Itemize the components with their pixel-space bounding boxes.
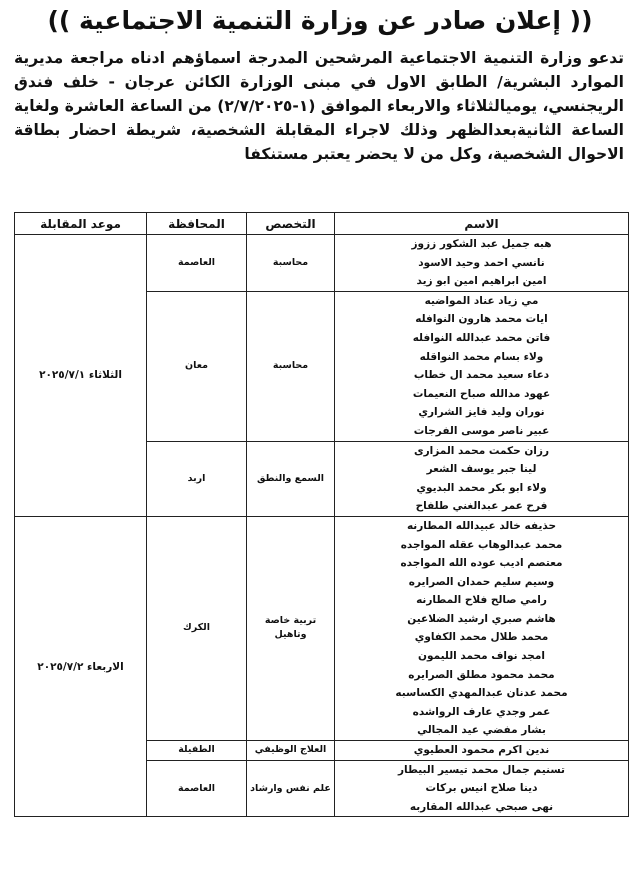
candidate-name: ندين اكرم محمود العطيوي	[413, 744, 550, 757]
names-cell	[335, 291, 629, 441]
names-cell	[335, 235, 629, 292]
announcement-body: تدعو وزارة التنمية الاجتماعية المرشحين المدرجة اسماؤهم ادناه مراجعة مديرية الموارد البشرية/ الطابق الاول في مبنى الوزارة الكائن عرجان - خلف فندق الريجنسي، يوميالثلاثاء والاربعاء الموافق (١-٢/٧/٢٠٢٥) من الساعة العاشرة ولغاية الساعة الثانيةبعدالظهر وذلك لاجراء المقابلة الشخصية، شريطة احضار بطاقة الاحوال الشخصية، وكل من لا يحضر يعتبر مستنكفا	[14, 49, 624, 163]
names-cell	[335, 760, 629, 817]
candidate-name: محمد محمود مطلق الصرايره	[408, 668, 555, 681]
candidate-name: بشار مفضي عيد المجالي	[417, 724, 546, 737]
names-cell	[335, 741, 629, 761]
candidate-name: محمد طلال محمد الكفاوي	[414, 631, 549, 644]
governorate-cell: الكرك	[147, 516, 247, 740]
candidate-name: نهى صبحي عبدالله المقاربه	[409, 800, 554, 813]
candidate-name: عبير ناصر موسى الفرجات	[413, 424, 550, 437]
candidate-name: لينا جبر يوسف الشعر	[426, 463, 537, 476]
table-row	[15, 516, 629, 740]
specialty-cell: السمع والنطق	[247, 441, 335, 516]
table-header-row	[15, 213, 629, 235]
governorate-cell: اربد	[147, 441, 247, 516]
candidate-name: حذيفه خالد عبيدالله المطارنه	[406, 519, 557, 532]
candidate-name: رامي صالح فلاح المطارنه	[416, 594, 547, 607]
candidate-name: ولاء ابو بكر محمد البديوي	[416, 481, 547, 494]
candidate-name: دعاء سعيد محمد ال خطاب	[413, 369, 550, 382]
candidate-name: هبه جميل عبد الشكور ززوز	[411, 238, 552, 250]
candidate-name: عهود مدالله صباح النعيمات	[412, 387, 551, 400]
candidates-table	[14, 212, 629, 817]
interview-date-cell: الثلاثاء ٢٠٢٥/٧/١	[15, 235, 147, 517]
candidate-name: ايات محمد هارون النوافله	[415, 313, 548, 326]
governorate-cell: العاصمة	[147, 760, 247, 817]
names-cell	[335, 516, 629, 740]
specialty-cell: العلاج الوظيفي	[247, 741, 335, 761]
candidate-name: هاشم صبري ارشيد الضلاعين	[407, 612, 556, 625]
candidate-name: نانسي احمد وحيد الاسود	[418, 256, 545, 269]
governorate-cell: معان	[147, 291, 247, 441]
candidate-name: رزان حكمت محمد المزارى	[414, 444, 549, 457]
header-name: الاسم	[335, 213, 629, 235]
candidate-name: مي زياد عناد المواضيه	[424, 294, 539, 307]
governorate-cell: العاصمة	[147, 235, 247, 292]
candidate-name: وسيم سليم حمدان الصرايره	[408, 575, 555, 588]
candidate-name: نوران وليد فايز الشراري	[418, 406, 545, 419]
candidate-name: عمر وجدي عارف الرواشده	[412, 705, 551, 718]
candidate-name: محمد عدنان عبدالمهدي الكساسبه	[395, 687, 568, 700]
candidate-name: محمد عبدالوهاب عقله المواجده	[400, 538, 563, 551]
specialty-cell: محاسبة	[247, 291, 335, 441]
specialty-cell: محاسبة	[247, 235, 335, 292]
specialty-cell: تربية خاصة وتاهيل	[247, 516, 335, 740]
header-date: موعد المقابلة	[15, 213, 147, 235]
specialty-cell: علم نفس وارشاد	[247, 760, 335, 817]
interview-date-cell: الاربعاء ٢٠٢٥/٧/٢	[15, 516, 147, 817]
names-cell	[335, 441, 629, 516]
header-governorate: المحافظة	[147, 213, 247, 235]
candidate-name: فاتن محمد عبدالله النوافله	[412, 331, 551, 344]
candidate-name: ولاء بسام محمد النواقله	[419, 350, 544, 363]
announcement-title: (( إعلان صادر عن وزارة التنمية الاجتماعية ))	[47, 6, 593, 35]
candidate-name: تسنيم جمال محمد تيسير البيطار	[398, 763, 565, 776]
header-specialty: التخصص	[247, 213, 335, 235]
candidate-name: امجد نواف محمد الليمون	[418, 650, 545, 663]
candidate-name: دينا صلاح انيس بركات	[425, 782, 538, 795]
table-row	[15, 235, 629, 292]
candidate-name: امين ابراهيم امين ابو زيد	[416, 275, 547, 288]
candidate-name: معتصم اديب عوده الله المواجده	[400, 557, 563, 570]
candidate-name: فرح عمر عبدالغني طلفاح	[415, 500, 548, 513]
table-body	[15, 235, 629, 817]
governorate-cell: الطفيلة	[147, 741, 247, 761]
